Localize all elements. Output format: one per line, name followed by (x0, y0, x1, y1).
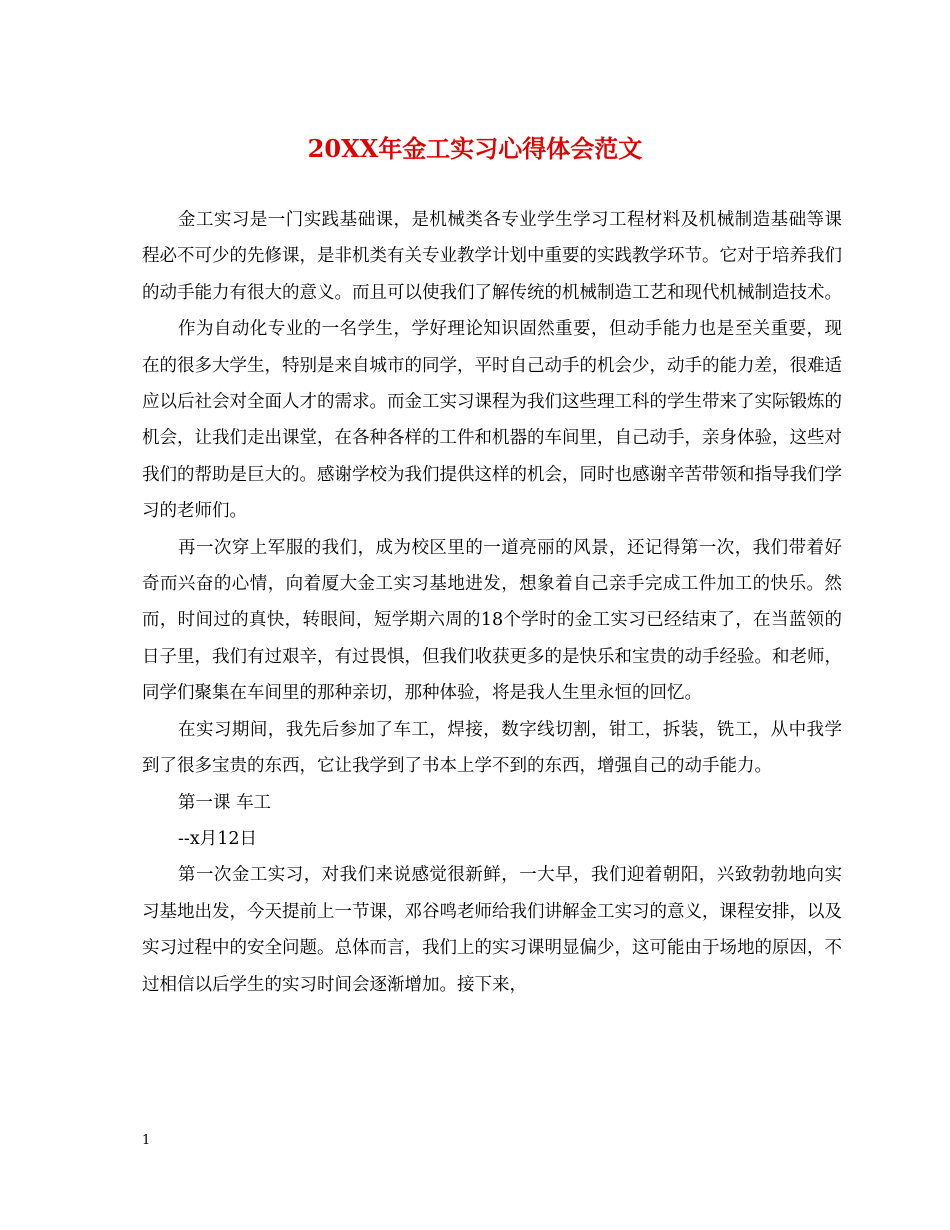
document-title: 20XX年金工实习心得体会范文 (307, 134, 643, 163)
paragraph-3: 再一次穿上军服的我们，成为校区里的一道亮丽的风景，还记得第一次，我们带着好奇而兴奋的心情，向着厦大金工实习基地进发，想象着自己亲手完成工件加工的快乐。然而，时间过的真快，转眼间，短学期六周的18个学时的金工实习已经结束了，在当蓝领的日子里，我们有过艰辛，有过畏惧，但我们收获更多的是快乐和宝贵的动手经验。和老师，同学们聚集在车间里的那种亲切，那种体验，将是我人生里永恒的回忆。 (142, 537, 842, 704)
page-number: 1 (142, 1133, 151, 1148)
paragraph-1: 金工实习是一门实践基础课，是机械类各专业学生学习工程材料及机械制造基础等课程必不可少的先修课，是非机类有关专业教学计划中重要的实践教学环节。它对于培养我们的动手能力有很大的意义。而且可以使我们了解传统的机械制造工艺和现代机械制造技术。 (142, 210, 842, 303)
paragraph-4: 在实习期间，我先后参加了车工，焊接，数字线切割，钳工，拆装，铣工，从中我学到了很多宝贵的东西，它让我学到了书本上学不到的东西，增强自己的动手能力。 (142, 719, 842, 777)
section-date: --x月12日 (178, 828, 257, 849)
paragraph-5: 第一次金工实习，对我们来说感觉很新鲜，一大早，我们迎着朝阳，兴致勃勃地向实习基地出发，今天提前上一节课，邓谷鸣老师给我们讲解金工实习的意义，课程安排，以及实习过程中的安全问题。总体而言，我们上的实习课明显偏少，这可能由于场地的原因，不过相信以后学生的实习时间会逐渐增加。接下来， (142, 865, 842, 995)
document-body (142, 202, 842, 1003)
paragraph-2: 作为自动化专业的一名学生，学好理论知识固然重要，但动手能力也是至关重要，现在的很多大学生，特别是来自城市的同学，平时自己动手的机会少，动手的能力差，很难适应以后社会对全面人才的需求。而金工实习课程为我们这些理工科的学生带来了实际锻炼的机会，让我们走出课堂，在各种各样的工件和机器的车间里，自己动手，亲身体验，这些对我们的帮助是巨大的。感谢学校为我们提供这样的机会，同时也感谢辛苦带领和指导我们学习的老师们。 (142, 319, 842, 522)
section-heading: 第一课 车工 (178, 792, 272, 813)
